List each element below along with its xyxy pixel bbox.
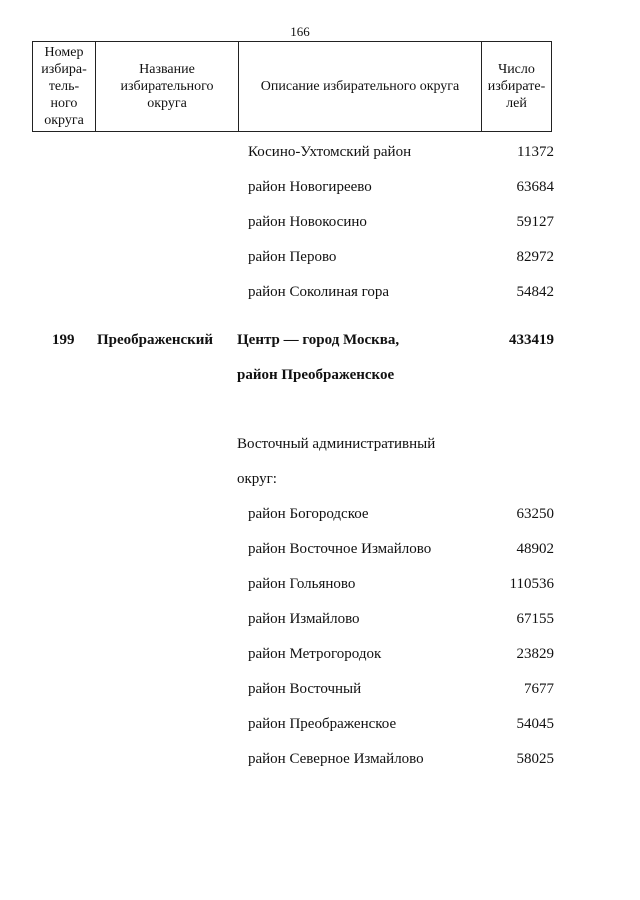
list-item-value: 7677 xyxy=(524,681,554,697)
list-item-value: 67155 xyxy=(516,611,554,627)
list-item-name: район Соколиная гора xyxy=(248,284,390,300)
list-item-value: 63250 xyxy=(516,506,554,522)
list-item-name: район Гольяново xyxy=(248,576,356,592)
list-item-value: 54842 xyxy=(516,284,554,300)
list-item-value: 11372 xyxy=(517,144,554,160)
list-item-value: 59127 xyxy=(516,214,554,230)
list-item-value: 48902 xyxy=(516,541,554,557)
list-item-name: район Метрогородок xyxy=(248,646,382,662)
list-item-value: 110536 xyxy=(509,576,554,592)
list-item-name: Косино-Ухтомский район xyxy=(248,144,412,160)
district-total: 433419 xyxy=(509,332,554,348)
subheading-line1: Восточный административный xyxy=(237,436,436,452)
list-item-name: район Преображенское xyxy=(248,716,397,732)
list-item-name: район Восточное Измайлово xyxy=(248,541,432,557)
district-description-line2: район Преображенское xyxy=(237,367,395,383)
list-item-name: район Восточный xyxy=(248,681,362,697)
list-item-value: 23829 xyxy=(516,646,554,662)
list-item-name: район Новогиреево xyxy=(248,179,372,195)
list-item-name: район Перово xyxy=(248,249,337,265)
list-item-name: район Новокосино xyxy=(248,214,367,230)
district-name: Преображенский xyxy=(97,332,214,348)
table-header xyxy=(32,41,552,132)
list-item-value: 54045 xyxy=(516,716,554,732)
header-district-description: Описание избирательного округа xyxy=(239,42,482,132)
list-item-value: 63684 xyxy=(516,179,554,195)
list-item-value: 58025 xyxy=(516,751,554,767)
list-item-name: район Богородское xyxy=(248,506,369,522)
header-district-name: Название избирательного округа xyxy=(96,42,239,132)
subheading-line2: округ: xyxy=(237,471,277,487)
list-item-name: район Измайлово xyxy=(248,611,360,627)
header-voter-count: Число избирате-лей xyxy=(482,42,552,132)
district-description-line1: Центр — город Москва, xyxy=(237,332,400,348)
district-number: 199 xyxy=(52,332,75,348)
list-item-name: район Северное Измайлово xyxy=(248,751,424,767)
list-item-value: 82972 xyxy=(516,249,554,265)
page-number: 166 xyxy=(290,24,310,39)
header-district-number: Номер избира-тель-ного округа xyxy=(33,42,96,132)
